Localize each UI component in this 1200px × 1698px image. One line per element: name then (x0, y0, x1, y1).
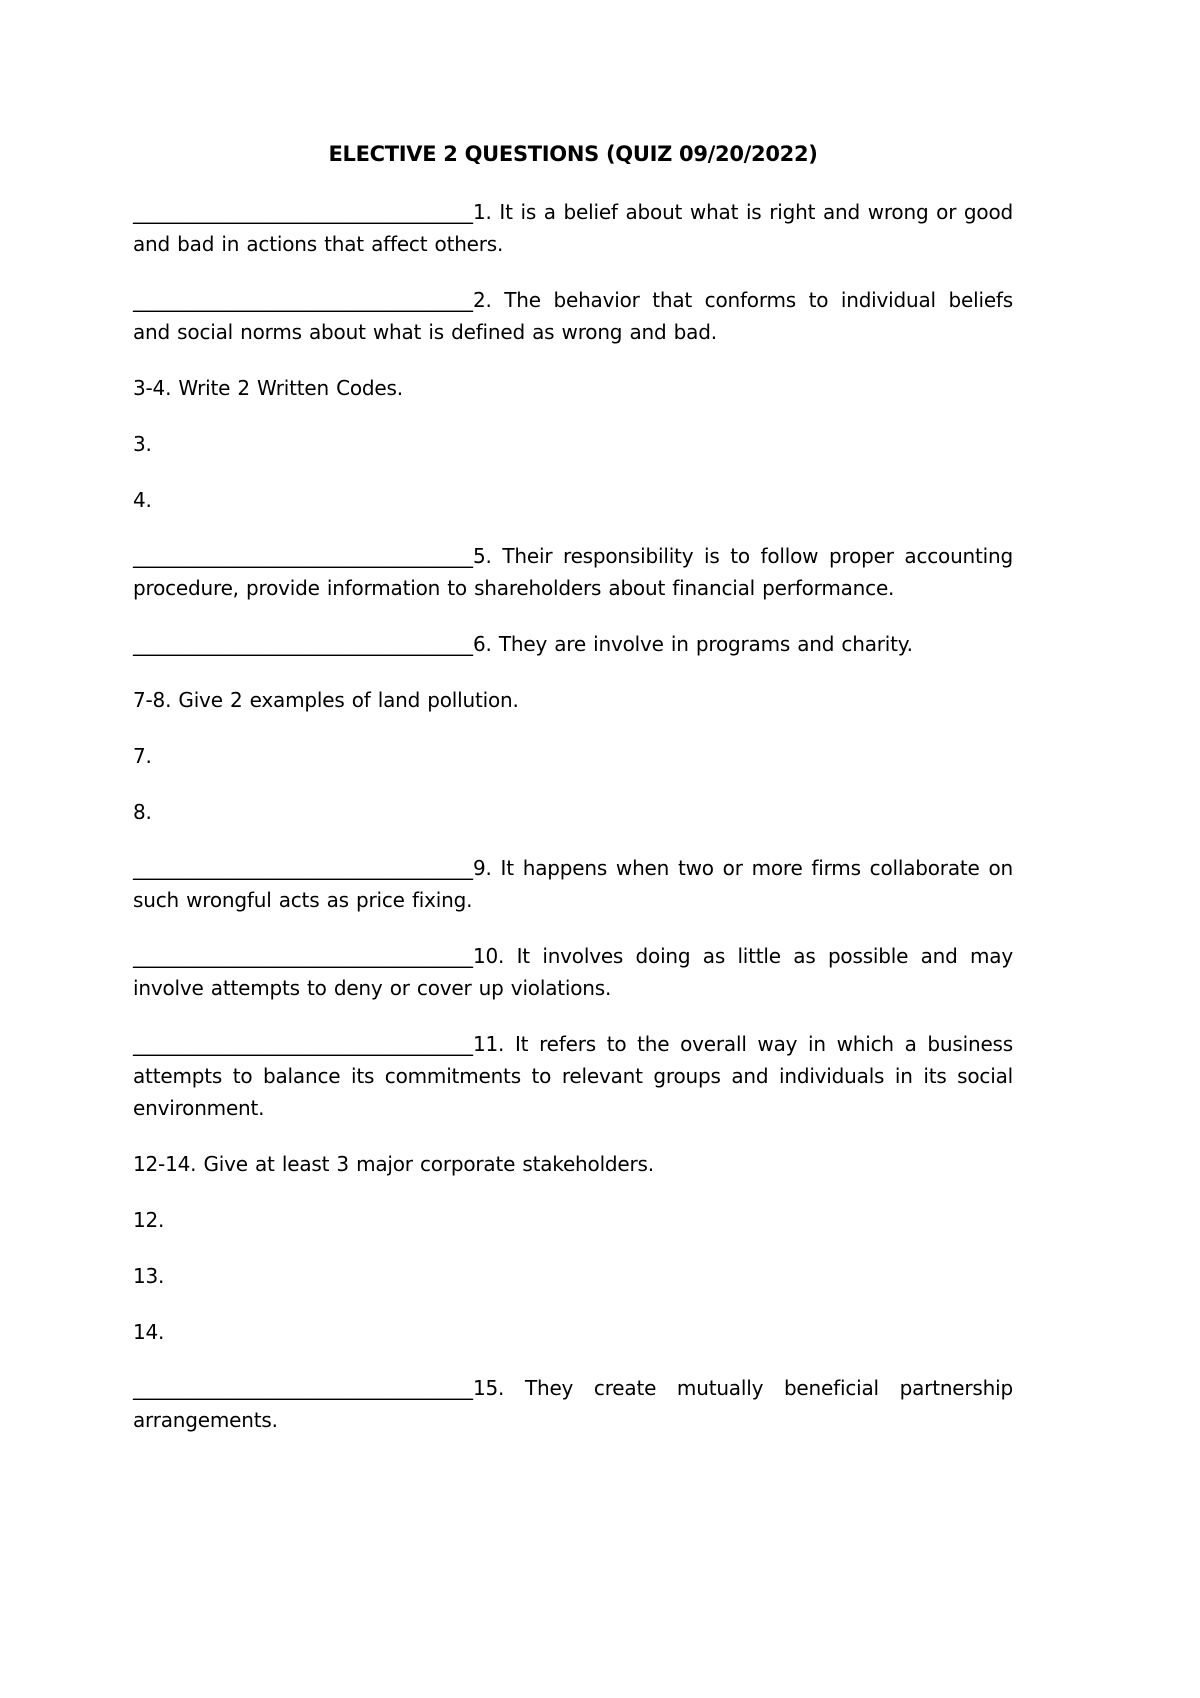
answer-blank: __________________________________ (133, 544, 473, 568)
question-number: 10. (473, 944, 505, 968)
answer-blank: __________________________________ (133, 1032, 473, 1056)
question-item (133, 1316, 1013, 1348)
question-item (133, 1028, 1013, 1124)
question-number: 9. (473, 856, 492, 880)
question-item (133, 1204, 1013, 1236)
question-list (133, 196, 1013, 1436)
question-item (133, 196, 1013, 260)
question-item (133, 1372, 1013, 1436)
question-text: It is a belief about what is right and wrong or good and bad in actions that affect others. (133, 200, 1013, 256)
question-number: 3-4. (133, 376, 172, 400)
question-number: 3. (133, 432, 152, 456)
answer-blank: __________________________________ (133, 856, 473, 880)
question-number: 8. (133, 800, 152, 824)
question-item (133, 940, 1013, 1004)
question-item (133, 796, 1013, 828)
document-content (133, 138, 1013, 1436)
question-item (133, 852, 1013, 916)
question-number: 13. (133, 1264, 165, 1288)
question-number: 1. (473, 200, 492, 224)
question-number: 6. (473, 632, 492, 656)
answer-blank: __________________________________ (133, 944, 473, 968)
question-text: It involves doing as little as possible and may involve attempts to deny or cover up violations. (133, 944, 1013, 1000)
question-item (133, 372, 1013, 404)
question-number: 12. (133, 1208, 165, 1232)
question-item (133, 484, 1013, 516)
question-number: 14. (133, 1320, 165, 1344)
question-text: It happens when two or more firms collaborate on such wrongful acts as price fixing. (133, 856, 1013, 912)
question-number: 7-8. (133, 688, 172, 712)
question-text: The behavior that conforms to individual beliefs and social norms about what is defined as wrong and bad. (133, 288, 1013, 344)
answer-blank: __________________________________ (133, 288, 473, 312)
question-text: They create mutually beneficial partnership arrangements. (133, 1376, 1013, 1432)
answer-blank: __________________________________ (133, 200, 473, 224)
question-item (133, 428, 1013, 460)
question-number: 15. (473, 1376, 505, 1400)
question-item (133, 1148, 1013, 1180)
question-item (133, 540, 1013, 604)
answer-blank: __________________________________ (133, 1376, 473, 1400)
page-title: ELECTIVE 2 QUESTIONS (QUIZ 09/20/2022) (328, 142, 818, 166)
question-number: 2. (473, 288, 492, 312)
question-number: 4. (133, 488, 152, 512)
question-text: Write 2 Written Codes. (178, 376, 403, 400)
question-item (133, 628, 1013, 660)
question-number: 7. (133, 744, 152, 768)
question-text: Give 2 examples of land pollution. (178, 688, 519, 712)
question-item (133, 684, 1013, 716)
question-text: They are involve in programs and charity. (498, 632, 913, 656)
question-text: Give at least 3 major corporate stakeholders. (203, 1152, 654, 1176)
question-number: 5. (473, 544, 492, 568)
question-item (133, 1260, 1013, 1292)
question-text: Their responsibility is to follow proper accounting procedure, provide information to shareholders about financial performance. (133, 544, 1013, 600)
answer-blank: __________________________________ (133, 632, 473, 656)
question-item (133, 740, 1013, 772)
question-item (133, 284, 1013, 348)
question-number: 12-14. (133, 1152, 197, 1176)
question-number: 11. (473, 1032, 505, 1056)
question-text: It refers to the overall way in which a business attempts to balance its commitments to relevant groups and individuals in its social environment. (133, 1032, 1013, 1120)
